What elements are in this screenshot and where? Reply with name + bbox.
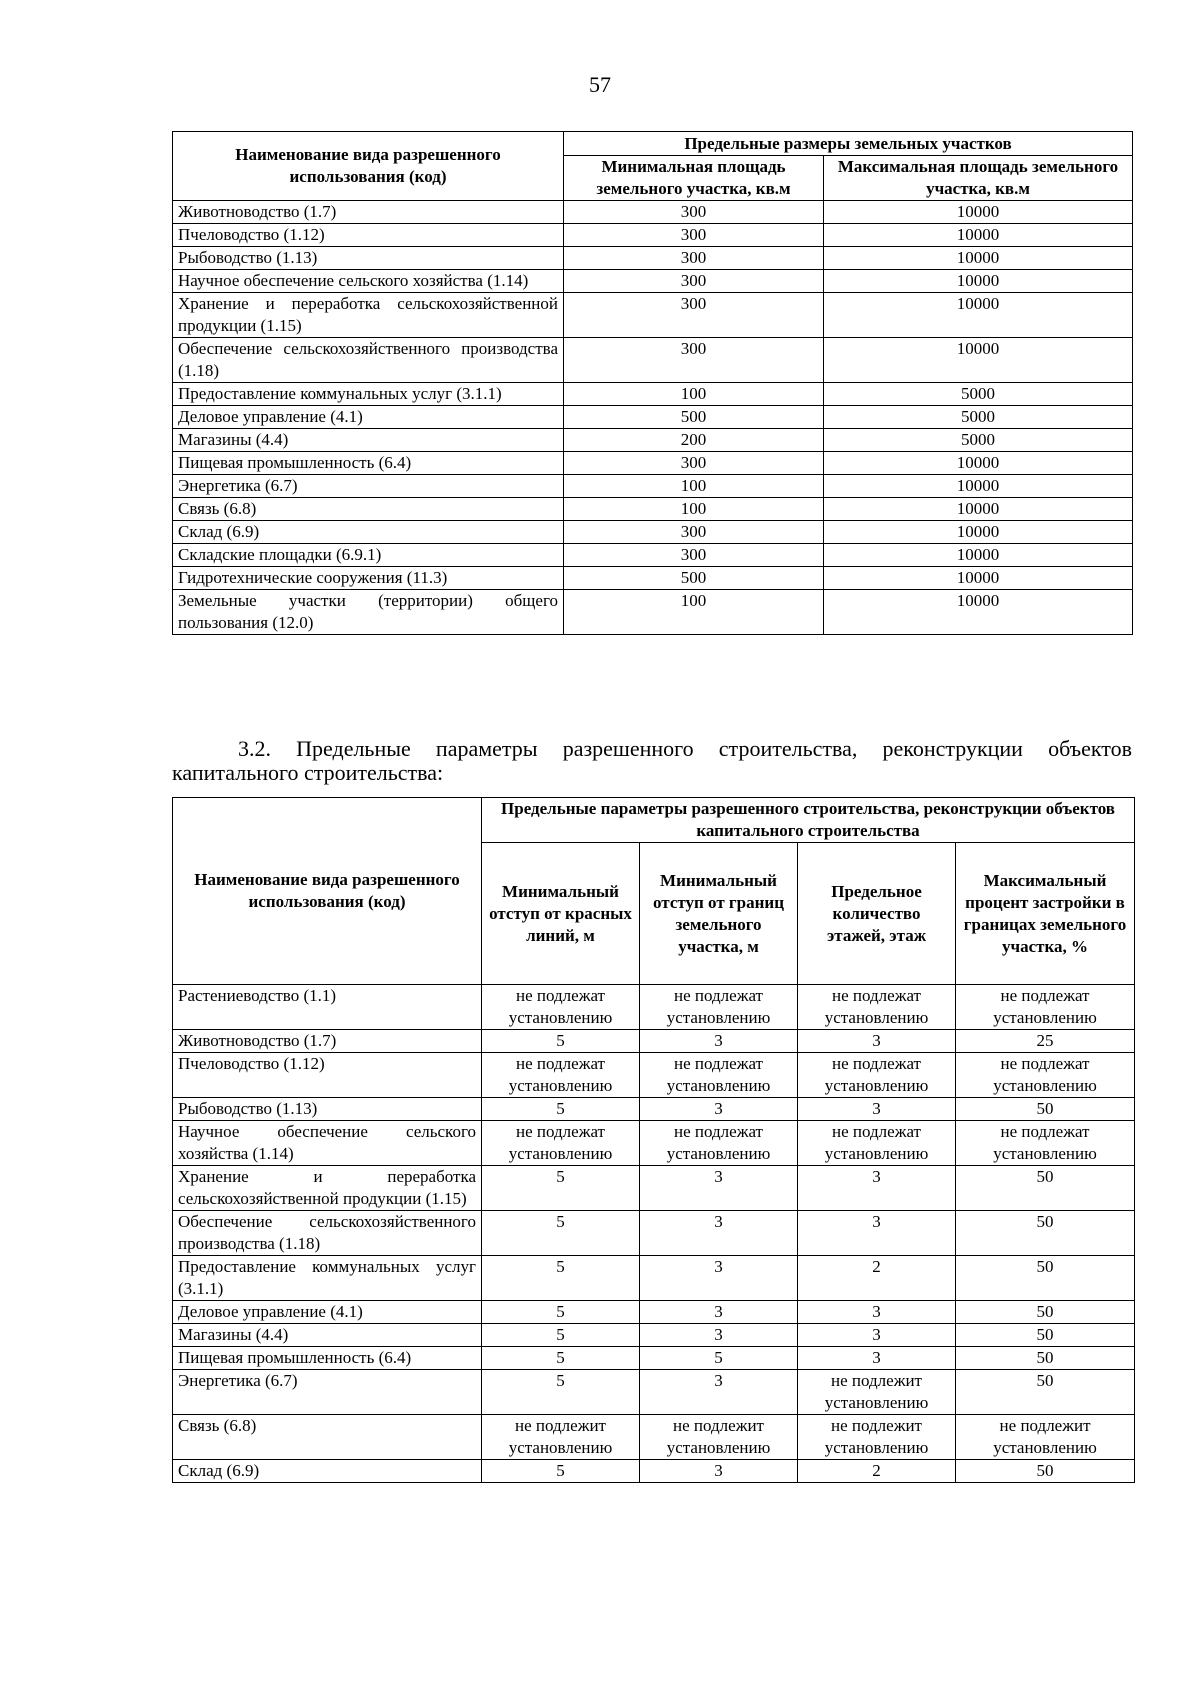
table-cell: 300 [564,544,824,567]
section-paragraph-text: 3.2. Предельные параметры разрешенного строительства, реконструкции объектов капитального строительства: [172,736,1132,785]
table-cell: 3 [798,1324,956,1347]
table-cell: 10000 [824,498,1133,521]
table-row [173,1347,1135,1370]
table-cell: 3 [640,1166,798,1211]
table-cell: Гидротехнические сооружения (11.3) [173,567,564,590]
table-cell: 3 [640,1030,798,1053]
table-cell: Склад (6.9) [173,1460,482,1483]
table-cell: 3 [798,1301,956,1324]
table-row [173,1460,1135,1483]
table-row [173,452,1133,475]
table-cell: Деловое управление (4.1) [173,406,564,429]
page-number: 57 [589,72,611,97]
table-cell: не подлежит установлению [798,1415,956,1460]
table-cell: не подлежит установлению [640,1415,798,1460]
table-row [173,247,1133,270]
table-cell: 5 [482,1030,640,1053]
table-cell: не подлежат установлению [956,1121,1135,1166]
table-cell: Пчеловодство (1.12) [173,1053,482,1098]
table-cell: Хранение и переработка сельскохозяйственной продукции (1.15) [173,293,564,338]
table-row [173,498,1133,521]
table-cell: 3 [798,1030,956,1053]
table1-header-group: Предельные размеры земельных участков [564,132,1133,156]
table-cell: 10000 [824,544,1133,567]
table-cell: не подлежат установлению [482,1121,640,1166]
table-cell: 50 [956,1301,1135,1324]
table-row [173,1211,1135,1256]
table2-header-coverage: Максимальный процент застройки в границах земельного участка, % [956,843,1135,985]
table-cell: Энергетика (6.7) [173,475,564,498]
table-cell: 50 [956,1098,1135,1121]
table-cell: 10000 [824,567,1133,590]
table-cell: не подлежат установлению [482,985,640,1030]
table-cell: 3 [798,1347,956,1370]
table-cell: 300 [564,201,824,224]
table-cell: 3 [640,1370,798,1415]
table-cell: Обеспечение сельскохозяйственного производства (1.18) [173,1211,482,1256]
table-cell: 100 [564,475,824,498]
table-cell: Магазины (4.4) [173,429,564,452]
table1-header-name: Наименование вида разрешенного использования (код) [173,132,564,201]
table-cell: 50 [956,1370,1135,1415]
table-cell: 3 [640,1301,798,1324]
table-cell: 10000 [824,475,1133,498]
table-row [173,1098,1135,1121]
table-cell: Рыбоводство (1.13) [173,1098,482,1121]
table-cell: Предоставление коммунальных услуг (3.1.1) [173,383,564,406]
table-cell: 10000 [824,224,1133,247]
table-cell: Животноводство (1.7) [173,201,564,224]
table-cell: 3 [640,1098,798,1121]
table-row [173,1121,1135,1166]
table-cell: Связь (6.8) [173,498,564,521]
table-cell: Земельные участки (территории) общего пользования (12.0) [173,590,564,635]
table-cell: 50 [956,1256,1135,1301]
table2-body [173,985,1135,1483]
table-cell: 50 [956,1324,1135,1347]
table-cell: не подлежат установлению [798,1053,956,1098]
table-cell: 5 [482,1347,640,1370]
table-cell: 25 [956,1030,1135,1053]
table-cell: 5 [482,1211,640,1256]
table-cell: 10000 [824,338,1133,383]
table-row [173,521,1133,544]
table-cell: не подлежат установлению [640,1053,798,1098]
table-row [173,1256,1135,1301]
table-row [173,590,1133,635]
table-cell: 300 [564,293,824,338]
table-cell: не подлежат установлению [956,985,1135,1030]
table-row [173,567,1133,590]
table-cell: 50 [956,1166,1135,1211]
table-cell: 10000 [824,521,1133,544]
table-cell: 5 [482,1256,640,1301]
table-cell: Пищевая промышленность (6.4) [173,1347,482,1370]
table-cell: 300 [564,224,824,247]
table-row [173,201,1133,224]
table-cell: Обеспечение сельскохозяйственного производства (1.18) [173,338,564,383]
table1-header-max: Максимальная площадь земельного участка, кв.м [824,156,1133,201]
table-row [173,1324,1135,1347]
table-cell: Научное обеспечение сельского хозяйства (1.14) [173,1121,482,1166]
table-row [173,270,1133,293]
table-cell: 3 [640,1324,798,1347]
table-row [173,1415,1135,1460]
table-cell: 300 [564,452,824,475]
table-cell: 10000 [824,452,1133,475]
table-cell: 300 [564,247,824,270]
table-cell: 3 [640,1256,798,1301]
table-row [173,429,1133,452]
table-cell: 3 [798,1166,956,1211]
table-cell: 5000 [824,406,1133,429]
table-row [173,1370,1135,1415]
table-cell: не подлежат установлению [798,985,956,1030]
table-row [173,1030,1135,1053]
table-row [173,985,1135,1030]
land-plot-size-table [172,131,1133,635]
table-cell: 2 [798,1256,956,1301]
table-cell: Деловое управление (4.1) [173,1301,482,1324]
table-cell: Предоставление коммунальных услуг (3.1.1) [173,1256,482,1301]
table-cell: 5 [482,1098,640,1121]
table-cell: 10000 [824,270,1133,293]
table-cell: Пищевая промышленность (6.4) [173,452,564,475]
table-cell: 300 [564,270,824,293]
table-cell: Энергетика (6.7) [173,1370,482,1415]
table2-header-floors: Предельное количество этажей, этаж [798,843,956,985]
table-cell: 5 [482,1301,640,1324]
table-cell: Магазины (4.4) [173,1324,482,1347]
table-cell: Рыбоводство (1.13) [173,247,564,270]
table-row [173,544,1133,567]
table-cell: 500 [564,567,824,590]
table-cell: 10000 [824,293,1133,338]
table-cell: 3 [640,1211,798,1256]
table-cell: Животноводство (1.7) [173,1030,482,1053]
table1-body [173,201,1133,635]
table-row [173,293,1133,338]
table-row [173,1053,1135,1098]
table2-header-red-line-setback: Минимальный отступ от красных линий, м [482,843,640,985]
table-cell: 5000 [824,429,1133,452]
table-row [173,1301,1135,1324]
table-cell: 5 [482,1166,640,1211]
table-cell: Научное обеспечение сельского хозяйства (1.14) [173,270,564,293]
table-cell: Связь (6.8) [173,1415,482,1460]
table-cell: 3 [640,1460,798,1483]
table-cell: 5 [640,1347,798,1370]
table-row [173,475,1133,498]
table-cell: 10000 [824,201,1133,224]
table-cell: 500 [564,406,824,429]
table-cell: 10000 [824,590,1133,635]
table-cell: 5 [482,1324,640,1347]
table-cell: 5 [482,1370,640,1415]
table2-header-group: Предельные параметры разрешенного строительства, реконструкции объектов капитального строительства [482,798,1135,843]
table-row [173,338,1133,383]
table2-header-boundary-setback: Минимальный отступ от границ земельного участка, м [640,843,798,985]
table-cell: 200 [564,429,824,452]
table-cell: 100 [564,498,824,521]
table-cell: 2 [798,1460,956,1483]
table-cell: Пчеловодство (1.12) [173,224,564,247]
table-row [173,1166,1135,1211]
table-cell: не подлежат установлению [482,1053,640,1098]
table-cell: 5 [482,1460,640,1483]
table-cell: не подлежит установлению [798,1370,956,1415]
table-cell: 100 [564,383,824,406]
table-cell: не подлежит установлению [956,1415,1135,1460]
table1-header-min: Минимальная площадь земельного участка, кв.м [564,156,824,201]
table-cell: Растениеводство (1.1) [173,985,482,1030]
table-cell: 5000 [824,383,1133,406]
table-cell: не подлежат установлению [956,1053,1135,1098]
table-cell: 100 [564,590,824,635]
table-cell: 10000 [824,247,1133,270]
table-cell: Хранение и переработка сельскохозяйственной продукции (1.15) [173,1166,482,1211]
table-cell: 3 [798,1098,956,1121]
table2-header-name: Наименование вида разрешенного использования (код) [173,798,482,985]
construction-parameters-table [172,797,1135,1483]
table-cell: Складские площадки (6.9.1) [173,544,564,567]
table-cell: не подлежит установлению [482,1415,640,1460]
table-cell: не подлежат установлению [640,985,798,1030]
table-cell: 50 [956,1347,1135,1370]
table-row [173,224,1133,247]
table-cell: 3 [798,1211,956,1256]
table-cell: не подлежат установлению [640,1121,798,1166]
table-cell: 300 [564,338,824,383]
section-paragraph [172,737,1132,785]
table-row [173,383,1133,406]
table-cell: 50 [956,1211,1135,1256]
table-cell: Склад (6.9) [173,521,564,544]
table-cell: не подлежат установлению [798,1121,956,1166]
table-cell: 300 [564,521,824,544]
table-cell: 50 [956,1460,1135,1483]
table-row [173,406,1133,429]
